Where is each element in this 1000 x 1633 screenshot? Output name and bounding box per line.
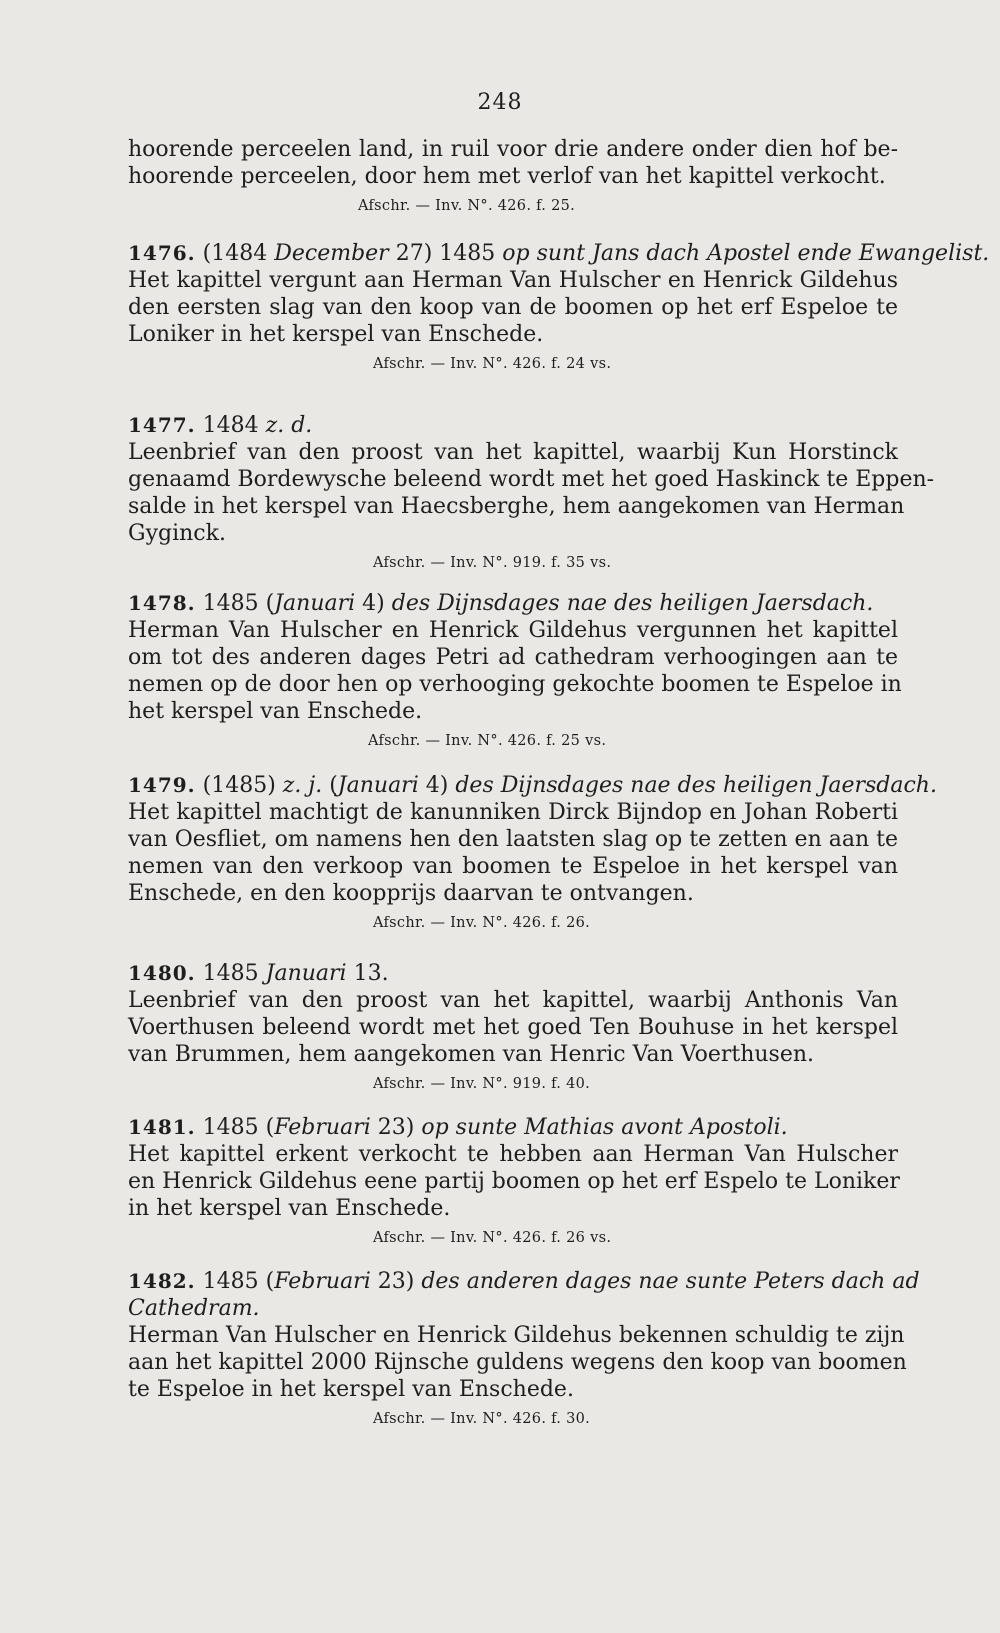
source-reference: Afschr. — Inv. N°. 426. f. 30. bbox=[373, 1411, 591, 1427]
entry-date-month: Januari bbox=[274, 591, 356, 616]
entry-date-month: Februari bbox=[274, 1269, 371, 1294]
entry-date-rest: 23) bbox=[377, 1269, 415, 1294]
entry-number: 1480. bbox=[128, 961, 196, 985]
entry-heading bbox=[128, 960, 898, 987]
entry-date-rest: 13. bbox=[353, 961, 389, 986]
source-reference: Afschr. — Inv. N°. 426. f. 25 vs. bbox=[368, 733, 607, 749]
entry-number: 1477. bbox=[128, 413, 196, 437]
entry-date: 1484 bbox=[202, 413, 259, 438]
text-line: salde in het kerspel van Haecsberghe, hem aangekomen van Herman bbox=[128, 494, 905, 519]
entry-1482 bbox=[128, 1268, 920, 1429]
entry-date: 1485 ( bbox=[202, 1269, 275, 1294]
entry-heading bbox=[128, 1268, 920, 1295]
intro-paragraph bbox=[128, 136, 898, 216]
text-line: Herman Van Hulscher en Henrick Gildehus bekennen schuldig te zijn bbox=[128, 1323, 905, 1348]
entry-1480 bbox=[128, 960, 898, 1094]
entry-date: (1484 bbox=[202, 241, 268, 266]
text-line: hoorende perceelen land, in ruil voor drie andere onder dien hof be- bbox=[128, 137, 898, 162]
text-line: Het kapittel erkent verkocht te hebben aan Herman Van Hulscher bbox=[128, 1142, 898, 1167]
text-line: en Henrick Gildehus eene partij boomen op het erf Espelo te Loniker bbox=[128, 1169, 900, 1194]
entry-number: 1476. bbox=[128, 241, 196, 265]
text-line: den eersten slag van den koop van de boomen op het erf Espeloe te bbox=[128, 295, 898, 320]
entry-feast-continued: Cathedram. bbox=[128, 1296, 260, 1321]
entry-1478 bbox=[128, 590, 902, 751]
entry-feast: des Dijnsdages nae des heiligen Jaersdach. bbox=[391, 591, 874, 616]
source-reference: Afschr. — Inv. N°. 919. f. 35 vs. bbox=[373, 555, 612, 571]
entry-date-month: December bbox=[274, 241, 389, 266]
entry-number: 1479. bbox=[128, 773, 196, 797]
entry-1476 bbox=[128, 240, 990, 374]
text-line: het kerspel van Enschede. bbox=[128, 699, 423, 724]
entry-1477 bbox=[128, 412, 935, 573]
entry-date: 1485 ( bbox=[202, 591, 275, 616]
text-line: te Espeloe in het kerspel van Enschede. bbox=[128, 1377, 574, 1402]
source-reference: Afschr. — Inv. N°. 919. f. 40. bbox=[373, 1076, 591, 1092]
source-reference: Afschr. — Inv. N°. 426. f. 24 vs. bbox=[373, 356, 612, 372]
source-reference: Afschr. — Inv. N°. 426. f. 26 vs. bbox=[373, 1230, 612, 1246]
entry-date: (1485) bbox=[202, 773, 276, 798]
entry-number: 1478. bbox=[128, 591, 196, 615]
text-line: genaamd Bordewysche beleend wordt met het goed Haskinck te Eppen- bbox=[128, 467, 935, 492]
text-line: Herman Van Hulscher en Henrick Gildehus vergunnen het kapittel bbox=[128, 618, 898, 643]
entry-date-rest: 23) bbox=[377, 1115, 415, 1140]
entry-date-month: Januari bbox=[337, 773, 419, 798]
text-line: om tot des anderen dages Petri ad cathedram verhoogingen aan te bbox=[128, 645, 898, 670]
entry-1481 bbox=[128, 1114, 898, 1248]
page-number: 248 bbox=[477, 90, 523, 115]
entry-date-month: Januari bbox=[265, 961, 347, 986]
entry-feast: des Dijnsdages nae des heiligen Jaersdach. bbox=[455, 773, 937, 798]
source-reference: Afschr. — Inv. N°. 426. f. 25. bbox=[358, 198, 576, 214]
text-line: van Oesfliet, om namens hen den laatsten slag op te zetten en aan te bbox=[128, 827, 898, 852]
source-reference: Afschr. — Inv. N°. 426. f. 26. bbox=[373, 915, 591, 931]
entry-heading bbox=[128, 590, 898, 617]
entry-feast: op sunt Jans dach Apostel ende Ewangelist. bbox=[502, 241, 990, 266]
entry-heading bbox=[128, 412, 898, 439]
text-line: Leenbrief van den proost van het kapittel, waarbij Kun Horstinck bbox=[128, 440, 898, 465]
entry-heading bbox=[128, 240, 990, 267]
entry-date-rest: 27) 1485 bbox=[395, 241, 496, 266]
text-line: Enschede, en den koopprijs daarvan te ontvangen. bbox=[128, 881, 694, 906]
text-line: Het kapittel machtigt de kanunniken Dirck Bijndop en Johan Roberti bbox=[128, 800, 898, 825]
text-line: nemen op de door hen op verhooging gekochte boomen te Espeloe in bbox=[128, 672, 902, 697]
text-line: Leenbrief van den proost van het kapittel, waarbij Anthonis Van bbox=[128, 988, 898, 1013]
text-line: Gyginck. bbox=[128, 521, 226, 546]
entry-number: 1482. bbox=[128, 1269, 196, 1293]
entry-date-rest: ( bbox=[329, 773, 338, 798]
entry-date: 1485 ( bbox=[202, 1115, 275, 1140]
entry-1479 bbox=[128, 772, 937, 933]
entry-feast: des anderen dages nae sunte Peters dach ad bbox=[421, 1269, 920, 1294]
entry-number: 1481. bbox=[128, 1115, 196, 1139]
entry-date-italic: z. j. bbox=[282, 773, 323, 798]
entry-heading bbox=[128, 1114, 898, 1141]
text-line: van Brummen, hem aangekomen van Henric Van Voerthusen. bbox=[128, 1042, 815, 1067]
text-line: Voerthusen beleend wordt met het goed Ten Bouhuse in het kerspel bbox=[128, 1015, 898, 1040]
text-line: nemen van den verkoop van boomen te Espeloe in het kerspel van bbox=[128, 854, 898, 879]
entry-date-italic: z. d. bbox=[265, 413, 313, 438]
text-line: hoorende perceelen, door hem met verlof van het kapittel verkocht. bbox=[128, 164, 886, 189]
entry-date-rest: 4) bbox=[362, 591, 385, 616]
entry-date-month: Februari bbox=[274, 1115, 371, 1140]
text-line: Het kapittel vergunt aan Herman Van Hulscher en Henrick Gildehus bbox=[128, 268, 898, 293]
entry-feast: op sunte Mathias avont Apostoli. bbox=[421, 1115, 788, 1140]
entry-date: 1485 bbox=[202, 961, 259, 986]
text-line: Loniker in het kerspel van Enschede. bbox=[128, 322, 544, 347]
text-line: aan het kapittel 2000 Rijnsche guldens wegens den koop van boomen bbox=[128, 1350, 907, 1375]
text-line: in het kerspel van Enschede. bbox=[128, 1196, 451, 1221]
entry-heading bbox=[128, 772, 937, 799]
entry-date-rest: 4) bbox=[425, 773, 449, 798]
